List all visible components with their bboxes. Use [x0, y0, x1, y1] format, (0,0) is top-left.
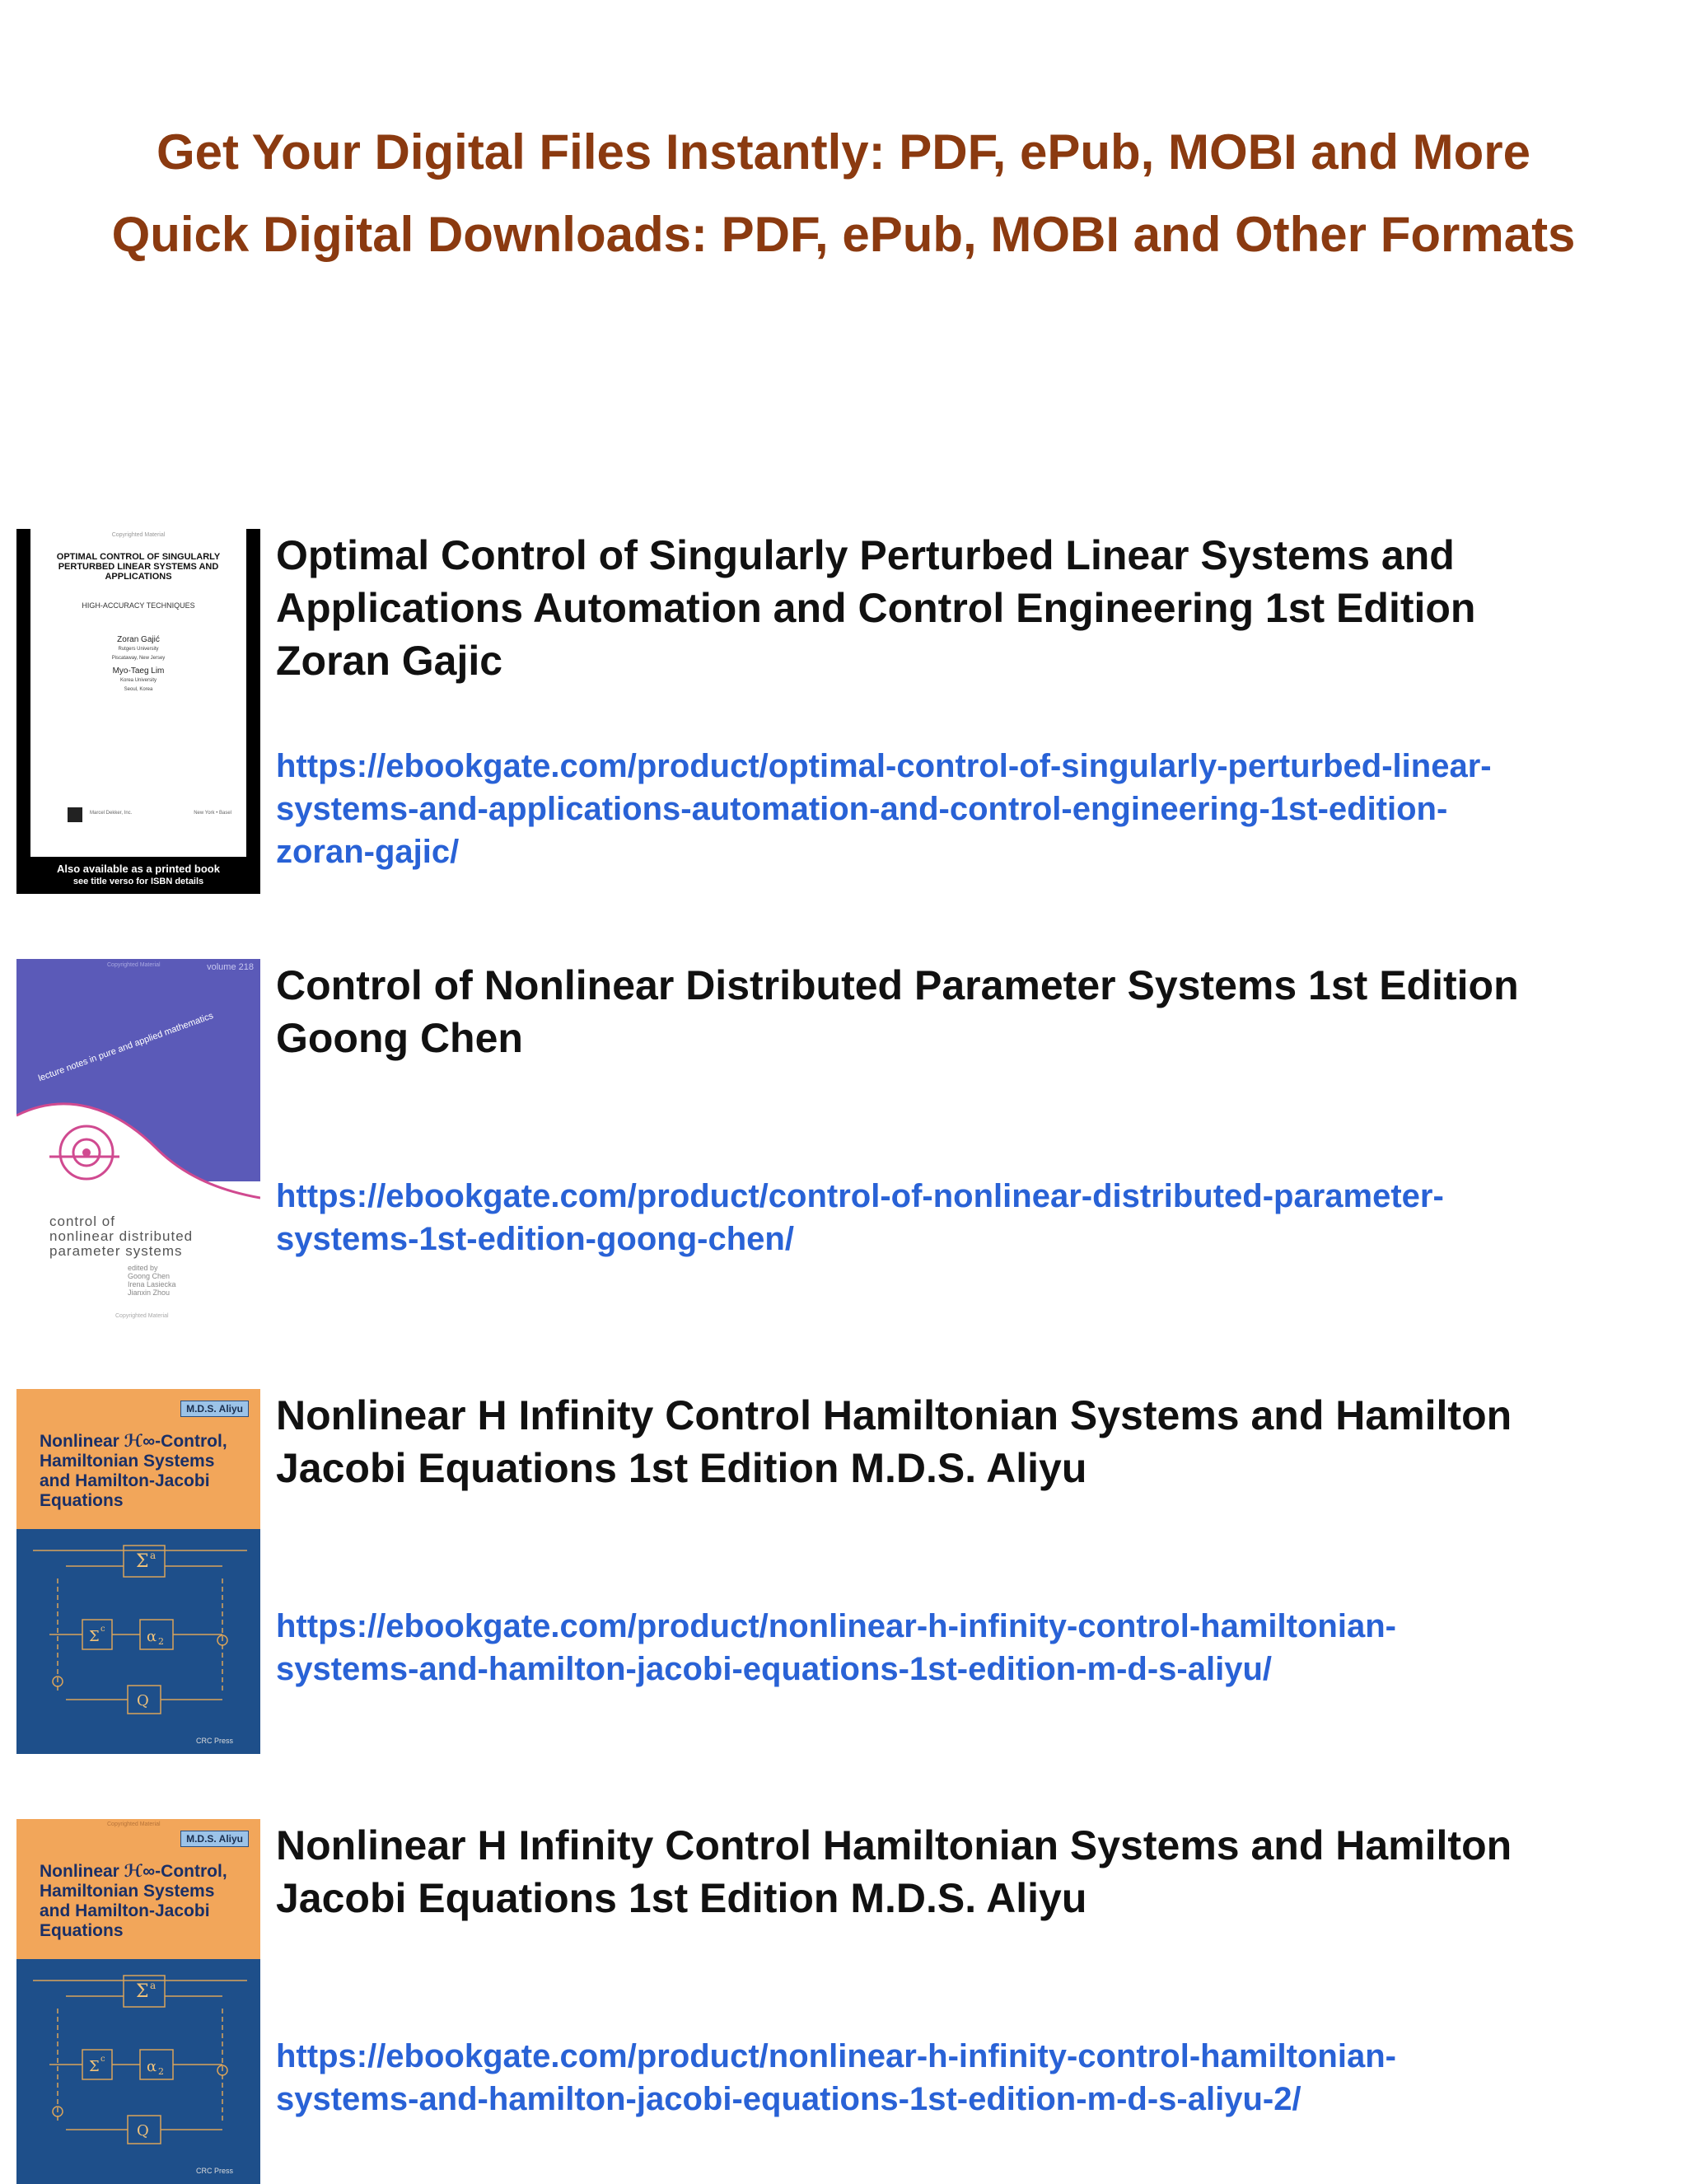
- cover-title: OPTIMAL CONTROL OF SINGULARLY PERTURBED LINEAR SYSTEMS AND APPLICATIONS: [56, 552, 221, 582]
- cover-footer: [16, 862, 260, 887]
- cover-author: Myo-Taeg Lim: [112, 666, 165, 676]
- cover-title-line: control of: [49, 1214, 115, 1229]
- cover-affiliation: Korea University: [119, 678, 157, 683]
- svg-text:α: α: [147, 1628, 157, 1645]
- svg-text:α: α: [147, 2058, 157, 2075]
- cover-title-line: and Hamilton-Jacobi: [40, 1471, 210, 1490]
- book-title: Nonlinear H Infinity Control Hamiltonian Systems and Hamilton Jacobi Equations 1st Edition M.D.S. Aliyu: [276, 1822, 1512, 1921]
- book-link[interactable]: https://ebookgate.com/product/control-of-nonlinear-distributed-parameter-systems-1st-edition-goong-chen/: [276, 1178, 1444, 1257]
- book-entry: [16, 1389, 1664, 1754]
- cover-page: [30, 529, 246, 857]
- book-link[interactable]: https://ebookgate.com/product/nonlinear-h-infinity-control-hamiltonian-systems-and-hamilton-jacobi-equations-1st-edition-m-d-s-aliyu-2/: [276, 2038, 1396, 2117]
- book-entry: [16, 959, 1664, 1324]
- svg-text:c: c: [100, 1625, 105, 1634]
- book-cover-image[interactable]: [16, 529, 260, 894]
- cover-title: [40, 1432, 227, 1511]
- cover-footer-line: Also available as a printed book: [57, 863, 220, 875]
- cover-title-line: Nonlinear ℋ∞-Control,: [40, 1432, 227, 1451]
- cover-title: [49, 1214, 193, 1259]
- book-title: Optimal Control of Singularly Perturbed Linear Systems and Applications Automation and Control Engineering 1st Edition Zoran Gajic: [276, 532, 1476, 684]
- svg-text:Σ: Σ: [89, 2058, 100, 2075]
- cover-top: [16, 1819, 260, 1959]
- cover-header: Copyrighted Material: [111, 532, 166, 538]
- series-swirl-icon: [16, 1091, 260, 1214]
- cover-affiliation: Piscataway, New Jersey: [111, 656, 166, 661]
- cover-title-line: parameter systems: [49, 1243, 183, 1259]
- cover-top: [16, 1389, 260, 1529]
- cover-affiliation: Rutgers University: [118, 647, 159, 652]
- cover-publisher: Marcel Dekker, Inc.: [90, 811, 133, 816]
- book-link[interactable]: https://ebookgate.com/product/optimal-control-of-singularly-perturbed-linear-systems-and-applications-automation-and-control-engineering-1st-edition-zoran-gajic/: [276, 748, 1492, 870]
- cover-authors: [30, 636, 246, 694]
- book-entry: [16, 1819, 1664, 2184]
- cover-subtitle: HIGH-ACCURACY TECHNIQUES: [82, 601, 195, 610]
- svg-text:Q: Q: [137, 2122, 149, 2140]
- publisher-logo-icon: [68, 807, 82, 822]
- cover-editor: Irena Lasiecka: [128, 1280, 176, 1288]
- book-cover-image[interactable]: [16, 1389, 260, 1754]
- book-entry: [16, 529, 1664, 894]
- svg-text:a: a: [150, 1550, 157, 1561]
- header-line-1: Get Your Digital Files Instantly: PDF, ePub, MOBI and More: [157, 124, 1530, 180]
- book-cover-image[interactable]: [16, 1819, 260, 2184]
- book-link[interactable]: https://ebookgate.com/product/nonlinear-h-infinity-control-hamiltonian-systems-and-hamilton-jacobi-equations-1st-edition-m-d-s-aliyu/: [276, 1608, 1396, 1687]
- cover-editor: Goong Chen: [128, 1272, 171, 1280]
- cover-series: lecture notes in pure and applied mathematics: [37, 1011, 215, 1084]
- svg-text:a: a: [150, 1980, 157, 1991]
- cover-city: New York • Basel: [194, 811, 231, 816]
- cover-title-line: Equations: [40, 1491, 124, 1510]
- cover-title-line: Hamiltonian Systems: [40, 1882, 215, 1901]
- cover-edited-label: edited by: [128, 1264, 158, 1272]
- cover-header: Copyrighted Material: [107, 1822, 161, 1827]
- cover-author: Zoran Gajić: [117, 635, 160, 644]
- svg-text:2: 2: [158, 2066, 164, 2077]
- block-diagram-icon: [16, 1959, 260, 2184]
- cover-editor: Jianxin Zhou: [128, 1288, 171, 1297]
- cover-affiliation: Seoul, Korea: [124, 687, 153, 692]
- svg-text:Σ: Σ: [136, 1981, 149, 2002]
- svg-text:2: 2: [158, 1636, 164, 1647]
- cover-author: M.D.S. Aliyu: [180, 1831, 249, 1847]
- cover-title: [40, 1862, 227, 1941]
- book-title: Control of Nonlinear Distributed Parameter Systems 1st Edition Goong Chen: [276, 962, 1519, 1061]
- svg-text:c: c: [100, 2055, 105, 2064]
- cover-title-line: and Hamilton-Jacobi: [40, 1901, 210, 1920]
- cover-footer-line: see title verso for ISBN details: [72, 877, 204, 886]
- book-title: Nonlinear H Infinity Control Hamiltonian Systems and Hamilton Jacobi Equations 1st Edition M.D.S. Aliyu: [276, 1392, 1512, 1491]
- cover-header: Copyrighted Material: [107, 962, 161, 968]
- svg-text:Σ: Σ: [89, 1628, 100, 1645]
- cover-author: M.D.S. Aliyu: [180, 1401, 249, 1417]
- cover-title-line: Hamiltonian Systems: [40, 1452, 215, 1471]
- cover-title-line: nonlinear distributed: [49, 1228, 194, 1244]
- cover-editors: [128, 1264, 176, 1297]
- cover-title-line: Nonlinear ℋ∞-Control,: [40, 1862, 227, 1881]
- svg-text:Σ: Σ: [136, 1551, 149, 1572]
- header-line-2: Quick Digital Downloads: PDF, ePub, MOBI and Other Formats: [111, 207, 1576, 262]
- cover-footer: Copyrighted Material: [115, 1313, 169, 1319]
- cover-volume: volume 218: [207, 962, 254, 972]
- svg-text:Q: Q: [137, 1692, 149, 1709]
- cover-title-line: Equations: [40, 1921, 124, 1940]
- book-cover-image[interactable]: [16, 959, 260, 1324]
- page-header: [0, 111, 1687, 276]
- cover-publisher: CRC Press: [196, 2167, 234, 2175]
- block-diagram-icon: [16, 1529, 260, 1754]
- cover-publisher: CRC Press: [196, 1737, 234, 1745]
